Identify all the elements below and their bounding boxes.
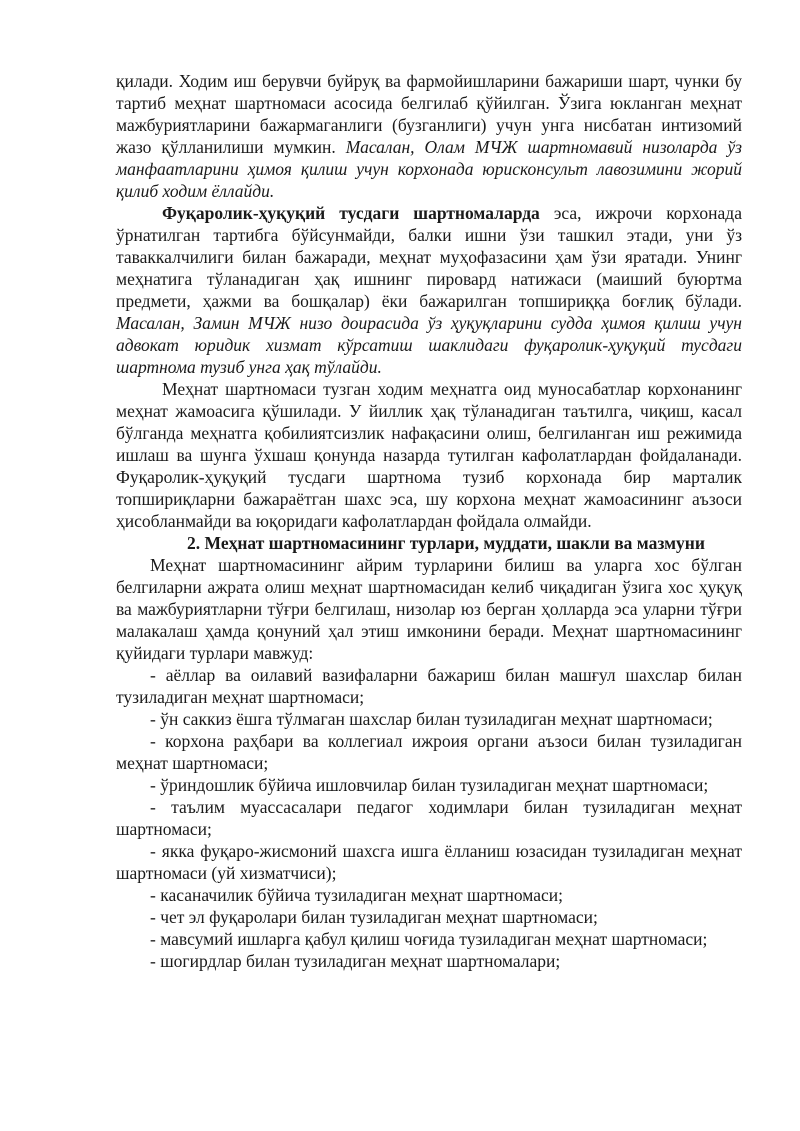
- paragraph-1: [116, 70, 742, 202]
- paragraph-2-example: Масалан, Замин МЧЖ низо доирасида ўз ҳуқуқларини судда ҳимоя қилиш учун адвокат юридик хизмат кўрсатиш шаклидаги фуқаролик-ҳуқуқий тусдаги шартнома тузиб унга ҳақ тўлайди.: [116, 313, 742, 377]
- list-item: - ўриндошлик бўйича ишловчилар билан тузиладиган меҳнат шартномаси;: [150, 775, 709, 795]
- paragraph-3: Меҳнат шартномаси тузган ходим меҳнатга оид муносабатлар корхонанинг меҳнат жамоасига қўшилади. У йиллик ҳақ тўланадиган таътилга, чиқиш, касал бўлганда меҳнатга қобилиятсизлик нафақасини олиш, белгиланган иш режимида ишлаш ва шунга ўхшаш қонунда назарда тутилган кафолатлардан фойдаланади. Фуқаролик-ҳуқуқий тусдаги шартнома тузиб корхонада бир марталик топшириқларни бажараётган шахс эса, шу корхона меҳнат жамоасининг аъзоси ҳисобланмайди ва юқоридаги кафолатлардан фойдала олмайди.: [116, 379, 742, 531]
- list-item: - ўн саккиз ёшга тўлмаган шахслар билан тузиладиган меҳнат шартномаси;: [150, 709, 713, 729]
- list-item: - аёллар ва оилавий вазифаларни бажариш билан машғул шахслар билан тузиладиган меҳнат шартномаси;: [116, 665, 742, 707]
- section-heading: 2. Меҳнат шартномасининг турлари, муддати, шакли ва мазмуни: [187, 533, 705, 553]
- list-item: - шогирдлар билан тузиладиган меҳнат шартномалари;: [150, 951, 561, 971]
- paragraph-2: [116, 202, 742, 378]
- section-intro: Меҳнат шартномасининг айрим турларини билиш ва уларга хос бўлган белгиларни ажрата олиш меҳнат шартномасидан келиб чиқадиган ўзига хос ҳуқуқ ва мажбуриятларни тўғри белгилаш, низолар юз берган ҳолларда эса уларни тўғри малакалаш ҳамда қонуний ҳал этиш имконини беради. Меҳнат шартномасининг қуйидаги турлари мавжуд:: [116, 555, 742, 663]
- paragraph-1-text: қилади. Ходим иш берувчи буйруқ ва фармойишларини бажариши шарт, чунки бу тартиб меҳнат шартномаси асосида белгилаб қўйилган. Ўзига юкланган меҳнат мажбуриятларини бажармаганлиги (бузганлиги) учун унга нисбатан интизомий жазо қўлланилиши мумкин.: [116, 71, 742, 157]
- list-item: - якка фуқаро-жисмоний шахсга ишга ёлланиш юзасидан тузиладиган меҳнат шартномаси (уй хизматчиси);: [116, 841, 742, 883]
- list-item: - корхона раҳбари ва коллегиал ижроия органи аъзоси билан тузиладиган меҳнат шартномаси;: [116, 731, 742, 773]
- list-item: - чет эл фуқаролари билан тузиладиган меҳнат шартномаси;: [150, 907, 598, 927]
- list-item: - мавсумий ишларга қабул қилиш чоғида тузиладиган меҳнат шартномаси;: [150, 929, 708, 949]
- paragraph-2-text: эса, ижрочи корхонада ўрнатилган тартибга бўйсунмайди, балки ишни ўзи ташкил этади, уни ўз таваккалчилиги билан бажаради, меҳнат муҳофазасини ҳам ўзи яратади. Унинг меҳнатига тўланадиган ҳақ ишнинг пировард натижаси (маиший буюртма предмети, ҳажми ва бошқалар) ёки бажарилган топшириққа боғлиқ бўлади.: [116, 203, 742, 311]
- paragraph-1-example: Масалан, Олам МЧЖ шартномавий низоларда ўз манфаатларини ҳимоя қилиш учун корхонада юрисконсульт лавозимини жорий қилиб ходим ёллайди.: [116, 137, 742, 201]
- list-item: - таълим муассасалари педагог ходимлари билан тузиладиган меҳнат шартномаси;: [116, 797, 742, 839]
- contract-types-list: [116, 664, 742, 972]
- paragraph-2-term: Фуқаролик-ҳуқуқий тусдаги шартномаларда: [162, 203, 540, 223]
- list-item: - касаначилик бўйича тузиладиган меҳнат шартномаси;: [150, 885, 563, 905]
